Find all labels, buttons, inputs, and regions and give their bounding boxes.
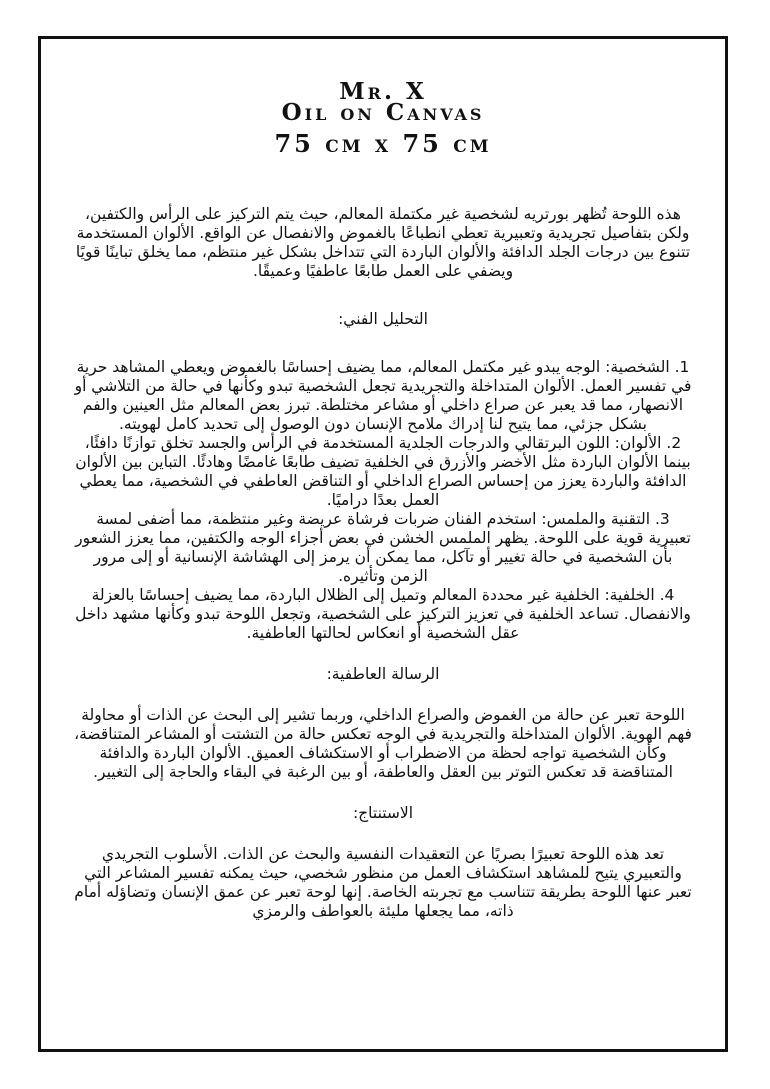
analysis-item-character: 1. الشخصية: الوجه يبدو غير مكتمل المعالم، مما يضيف إحساسًا بالغموض ويعطي المشاهد حرية في تفسير العمل. الألوان المتداخلة والتجريدية تجعل الشخصية تبدو وكأنها في حالة من التلاشي أو الانصهار، مما قد يعبر عن صراع داخلي أو مشاعر مختلطة. تبرز بعض المعالم مثل العينين والفم بشكل جزئي، مما يتيح لنا إدراك ملامح الإنسان دون الوصول إلى تحديد كامل لهويته. [74,358,692,433]
analysis-item-technique: 3. التقنية والملمس: استخدم الفنان ضربات فرشاة عريضة وغير منتظمة، مما أضفى لمسة تعبيرية قوية على اللوحة. يظهر الملمس الخشن في بعض أجزاء الوجه والكتفين، مما يعزز الشعور بأن الشخصية في حالة تغيير أو تآكل، مما يمكن أن يرمز إلى الهشاشة الإنسانية أو إلى مرور الزمن وتأثيره. [75,510,691,585]
conclusion-paragraph: تعد هذه اللوحة تعبيرًا بصريًا عن التعقيدات النفسية والبحث عن الذات. الأسلوب التجريدي والتعبيري يتيح للمشاهد استكشاف العمل من منظور شخصي، حيث يمكنه تفسير المشاعر التي تعبر عنها اللوحة بطريقة تتناسب مع تجربته الخاصة. إنها لوحة تعبر عن عمق الإنسان وتضاؤله أمام ذاته، مما يجعلها مليئة بالعواطف والرمزي [74,845,692,920]
analysis-item-background: 4. الخلفية: الخلفية غير محددة المعالم وتميل إلى الظلال الباردة، مما يضيف إحساسًا بالعزلة والانفصال. تساعد الخلفية في تعزيز التركيز على الشخصية، وتجعل اللوحة تبدو وكأنها مشهد داخل عقل الشخصية أو انعكاس لحالتها العاطفية. [75,586,691,642]
document-body [73,205,693,921]
intro-paragraph: هذه اللوحة تُظهر بورتريه لشخصية غير مكتملة المعالم، حيث يتم التركيز على الرأس والكتفين، ولكن بتفاصيل تجريدية وتعبيرية تعطي انطباعًا بالغموض والانفصال عن الواقع. الألوان المستخدمة تتنوع بين درجات الجلد الدافئة والألوان الباردة التي تتداخل بشكل غير منتظم، مما يخلق تباينًا قويًا ويضفي على العمل طابعًا عاطفيًا وعميقًا. [75,205,691,280]
analysis-heading: التحليل الفني: [338,310,428,328]
analysis-item-colors: 2. الألوان: اللون البرتقالي والدرجات الجلدية المستخدمة في الرأس والجسد تخلق توازنًا دافئًا، بينما الألوان الباردة مثل الأخضر والأزرق في الخلفية تضيف طابعًا غامضًا وهادئًا. التباين بين الألوان الدافئة والباردة يعزز من إحساس الصراع الداخلي أو التناقض العاطفي في الشخصية، مما يعطي العمل بعدًا دراميًا. [75,434,691,509]
emotional-message-paragraph: اللوحة تعبر عن حالة من الغموض والصراع الداخلي، وربما تشير إلى البحث عن الذات أو محاولة فهم الهوية. الألوان المتداخلة والتجريدية في الوجه تعكس حالة من التشتت أو المشاعر المتناقضة، وكأن الشخصية تواجه لحظة من الاضطراب أو الاستكشاف العميق. الألوان الباردة والدافئة المتناقضة قد تعكس التوتر بين العقل والعاطفة، أو بين الرغبة في البقاء والحاجة إلى التغيير. [74,706,692,781]
dimensions-label: 75 cm x 75 cm [274,129,492,158]
emotional-message-heading: الرسالة العاطفية: [326,665,440,683]
page-border [38,36,728,1052]
conclusion-heading: الاستنتاج: [352,804,414,822]
artwork-title-block [41,78,725,161]
medium-label: Oil on Canvas [281,99,485,126]
artist-name: Mr. X [339,78,427,105]
